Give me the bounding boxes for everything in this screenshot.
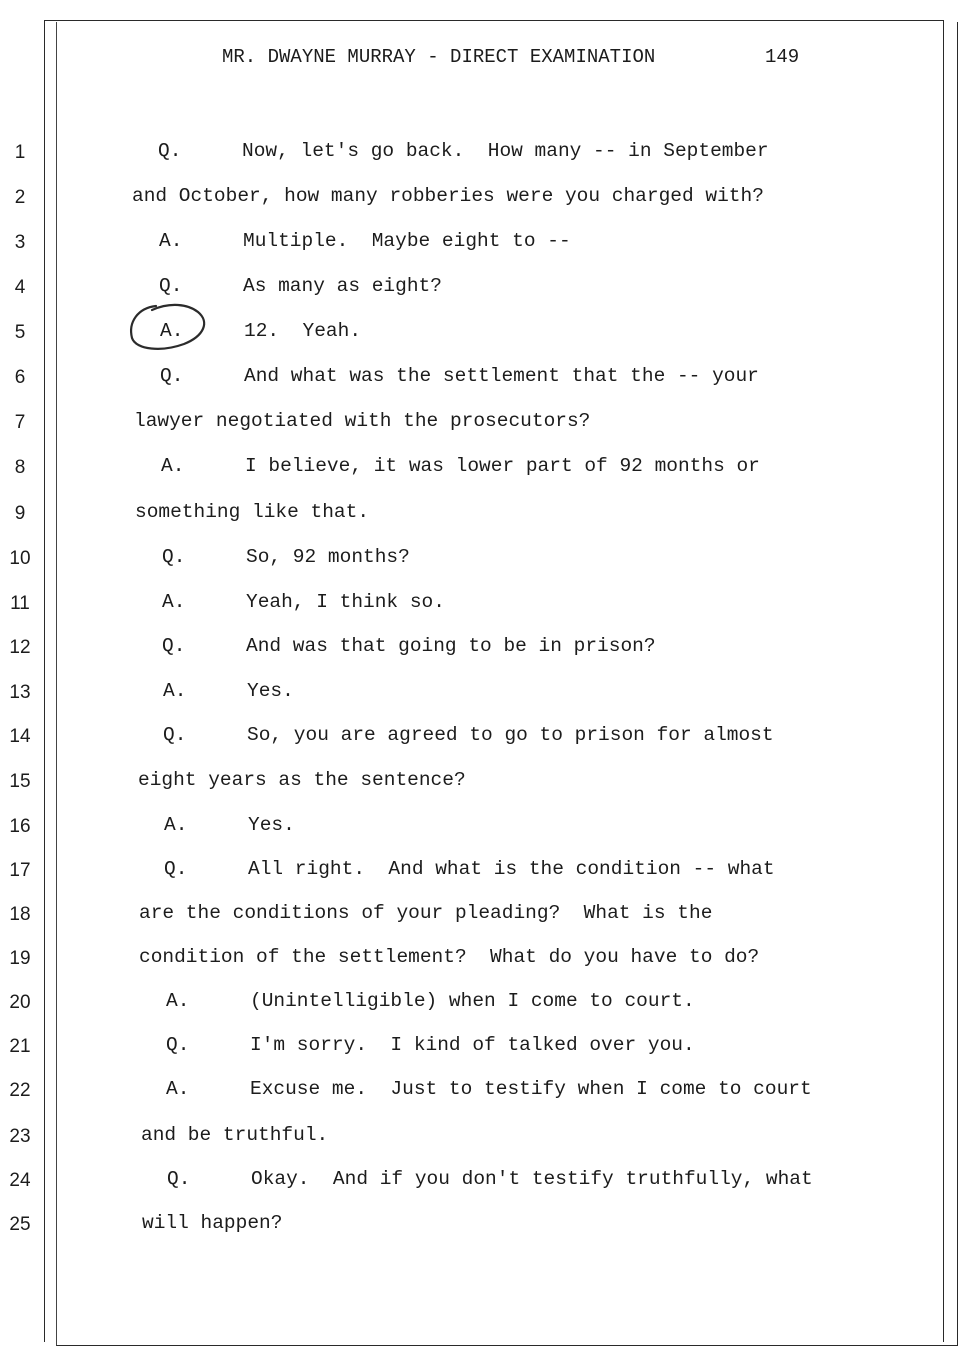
- page-title: MR. DWAYNE MURRAY - DIRECT EXAMINATION: [222, 46, 656, 68]
- line-number: 25: [9, 1214, 31, 1235]
- line-number: 13: [9, 682, 31, 703]
- speaker-label: A.: [164, 814, 188, 836]
- testimony-continuation: and October, how many robberies were you charged with?: [132, 185, 764, 207]
- testimony-continuation: lawyer negotiated with the prosecutors?: [134, 410, 591, 432]
- line-number: 19: [9, 948, 31, 969]
- testimony-continuation: are the conditions of your pleading? What is the: [139, 902, 713, 924]
- line-number: 3: [14, 232, 26, 253]
- speaker-label: Q.: [160, 365, 184, 387]
- line-number: 2: [14, 187, 26, 208]
- line-number: 17: [9, 860, 31, 881]
- page-border-inner: [56, 22, 958, 1346]
- speaker-label: Q.: [167, 1168, 191, 1190]
- testimony-text: I believe, it was lower part of 92 months or: [245, 455, 760, 477]
- speaker-label: A.: [162, 591, 186, 613]
- line-number: 15: [9, 771, 31, 792]
- line-number: 20: [9, 992, 31, 1013]
- testimony-continuation: will happen?: [142, 1212, 283, 1234]
- testimony-text: Yes.: [247, 680, 294, 702]
- testimony-text: And was that going to be in prison?: [246, 635, 656, 657]
- testimony-text: 12. Yeah.: [244, 320, 362, 342]
- line-number: 14: [9, 726, 31, 747]
- speaker-label: A.: [163, 680, 187, 702]
- testimony-text: And what was the settlement that the -- your: [244, 365, 759, 387]
- page-number: 149: [765, 46, 800, 68]
- testimony-continuation: condition of the settlement? What do you have to do?: [139, 946, 760, 968]
- testimony-continuation: eight years as the sentence?: [138, 769, 466, 791]
- speaker-label: Q.: [158, 140, 182, 162]
- testimony-text: Now, let's go back. How many -- in September: [242, 140, 769, 162]
- speaker-label: Q.: [159, 275, 183, 297]
- line-number: 4: [14, 277, 26, 298]
- testimony-text: All right. And what is the condition -- what: [248, 858, 775, 880]
- testimony-text: (Unintelligible) when I come to court.: [250, 990, 695, 1012]
- line-number: 10: [9, 548, 31, 569]
- line-number: 16: [9, 816, 31, 837]
- testimony-text: Okay. And if you don't testify truthfully, what: [251, 1168, 813, 1190]
- testimony-continuation: something like that.: [135, 501, 370, 523]
- line-number: 6: [14, 367, 26, 388]
- line-number: 22: [9, 1080, 31, 1101]
- line-number: 23: [9, 1126, 31, 1147]
- line-number: 24: [9, 1170, 31, 1191]
- speaker-label: Q.: [166, 1034, 190, 1056]
- testimony-text: I'm sorry. I kind of talked over you.: [250, 1034, 695, 1056]
- speaker-label: Q.: [162, 635, 186, 657]
- line-number: 7: [14, 412, 26, 433]
- speaker-label: Q.: [164, 858, 188, 880]
- testimony-text: So, you are agreed to go to prison for almost: [247, 724, 774, 746]
- line-number: 18: [9, 904, 31, 925]
- testimony-text: Multiple. Maybe eight to --: [243, 230, 571, 252]
- line-number: 8: [14, 457, 26, 478]
- testimony-text: Excuse me. Just to testify when I come to court: [250, 1078, 812, 1100]
- speaker-label: Q.: [162, 546, 186, 568]
- speaker-label: A.: [161, 455, 185, 477]
- speaker-label: Q.: [163, 724, 187, 746]
- speaker-label: A.: [159, 230, 183, 252]
- line-number: 5: [14, 322, 26, 343]
- testimony-text: As many as eight?: [243, 275, 442, 297]
- speaker-label: A.: [166, 1078, 190, 1100]
- speaker-label: A.: [166, 990, 190, 1012]
- testimony-continuation: and be truthful.: [141, 1124, 329, 1146]
- handwritten-circle-mark: [126, 300, 212, 354]
- testimony-text: Yeah, I think so.: [246, 591, 445, 613]
- testimony-text: So, 92 months?: [246, 546, 410, 568]
- line-number: 9: [14, 503, 26, 524]
- line-number: 21: [9, 1036, 31, 1057]
- line-number: 11: [10, 593, 30, 614]
- speaker-label: A.: [160, 320, 184, 342]
- line-number: 12: [9, 637, 31, 658]
- line-number: 1: [14, 142, 26, 163]
- testimony-text: Yes.: [248, 814, 295, 836]
